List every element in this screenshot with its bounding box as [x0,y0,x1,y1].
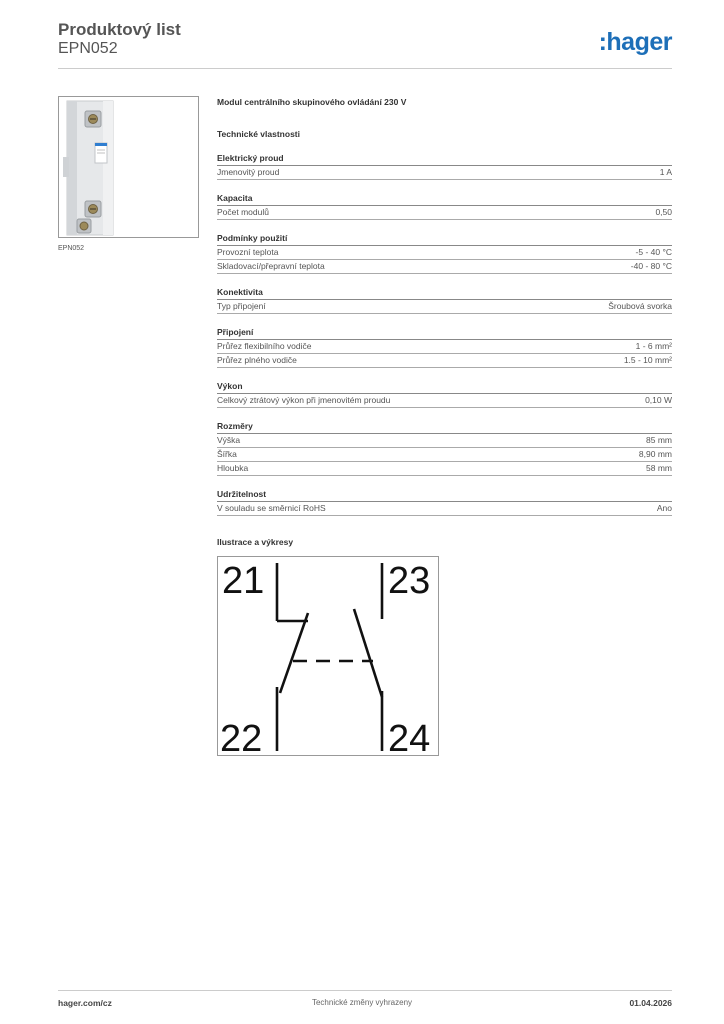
product-photo [58,96,199,238]
spec-label: Skladovací/přepravní teplota [217,261,325,271]
spec-section-capacity [217,192,672,220]
section-heading: Elektrický proud [217,152,672,166]
spec-section-dimensions [217,420,672,476]
footer-divider [58,990,672,991]
spec-value: Šroubová svorka [608,301,672,311]
spec-label: Průřez flexibilního vodiče [217,341,312,351]
spec-section-connection [217,326,672,368]
spec-value: 1 A [659,167,672,177]
footer-website-link[interactable]: hager.com/cz [58,998,112,1008]
header-divider [58,68,672,69]
contact-23-24-switch [354,609,382,697]
footer-date: 01.04.2026 [629,998,672,1008]
wiring-diagram [217,556,439,756]
product-photo-image [59,97,198,237]
spec-value: 0,50 [655,207,672,217]
spec-label: V souladu se směrnicí RoHS [217,503,326,513]
spec-label: Provozní teplota [217,247,279,257]
spec-row [217,246,672,260]
spec-section-power [217,380,672,408]
spec-row [217,354,672,368]
terminal-24-label: 24 [388,718,431,755]
footer-disclaimer: Technické změny vyhrazeny [311,998,413,1007]
spec-value: 0,10 W [645,395,672,405]
logo-text: hager [606,28,672,56]
spec-value: -5 - 40 °C [635,247,672,257]
spec-value: Ano [656,503,672,513]
section-heading: Rozměry [217,420,672,434]
spec-section-current [217,152,672,180]
section-heading: Konektivita [217,286,672,300]
spec-value: 58 mm [646,463,672,473]
spec-value: 1 - 6 mm² [635,341,672,351]
spec-row [217,448,672,462]
spec-row [217,434,672,448]
hager-logo[interactable] [599,28,672,57]
product-title: Modul centrálního skupinového ovládání 230 V [217,97,407,107]
contact-21-22-switch [280,613,308,693]
spec-row [217,206,672,220]
spec-row [217,340,672,354]
spec-value: 1.5 - 10 mm² [623,355,672,365]
header-title: Produktový list [58,20,181,39]
section-heading: Udržitelnost [217,488,672,502]
spec-label: Hloubka [217,463,249,473]
section-heading: Podmínky použití [217,232,672,246]
spec-row [217,300,672,314]
spec-label: Šířka [217,449,237,459]
product-details [217,96,672,548]
spec-row [217,502,672,516]
section-heading: Připojení [217,326,672,340]
spec-label: Průřez plného vodiče [217,355,297,365]
spec-section-sustainability [217,488,672,516]
spec-label: Jmenovitý proud [217,167,280,177]
spec-value: 85 mm [646,435,672,445]
spec-value: -40 - 80 °C [630,261,672,271]
terminal-23-label: 23 [388,560,431,602]
spec-label: Počet modulů [217,207,269,217]
terminal-21-label: 21 [222,560,265,602]
spec-row [217,462,672,476]
logo-mark: : [598,28,607,56]
spec-label: Celkový ztrátový výkon při jmenovitém proudu [217,395,391,405]
spec-label: Typ připojení [217,301,266,311]
contact-schematic [218,557,438,755]
spec-row [217,166,672,180]
product-code: EPN052 [58,40,118,57]
section-heading: Výkon [217,380,672,394]
spec-row [217,260,672,274]
spec-value: 8,90 mm [638,449,672,459]
spec-label: Výška [217,435,241,445]
section-heading: Kapacita [217,192,672,206]
spec-section-connectivity [217,286,672,314]
spec-section-conditions [217,232,672,274]
terminal-22-label: 22 [220,718,263,755]
illustrations-title: Ilustrace a výkresy [217,537,294,547]
specs-title: Technické vlastnosti [217,129,300,139]
spec-row [217,394,672,408]
photo-caption: EPN052 [58,245,85,252]
